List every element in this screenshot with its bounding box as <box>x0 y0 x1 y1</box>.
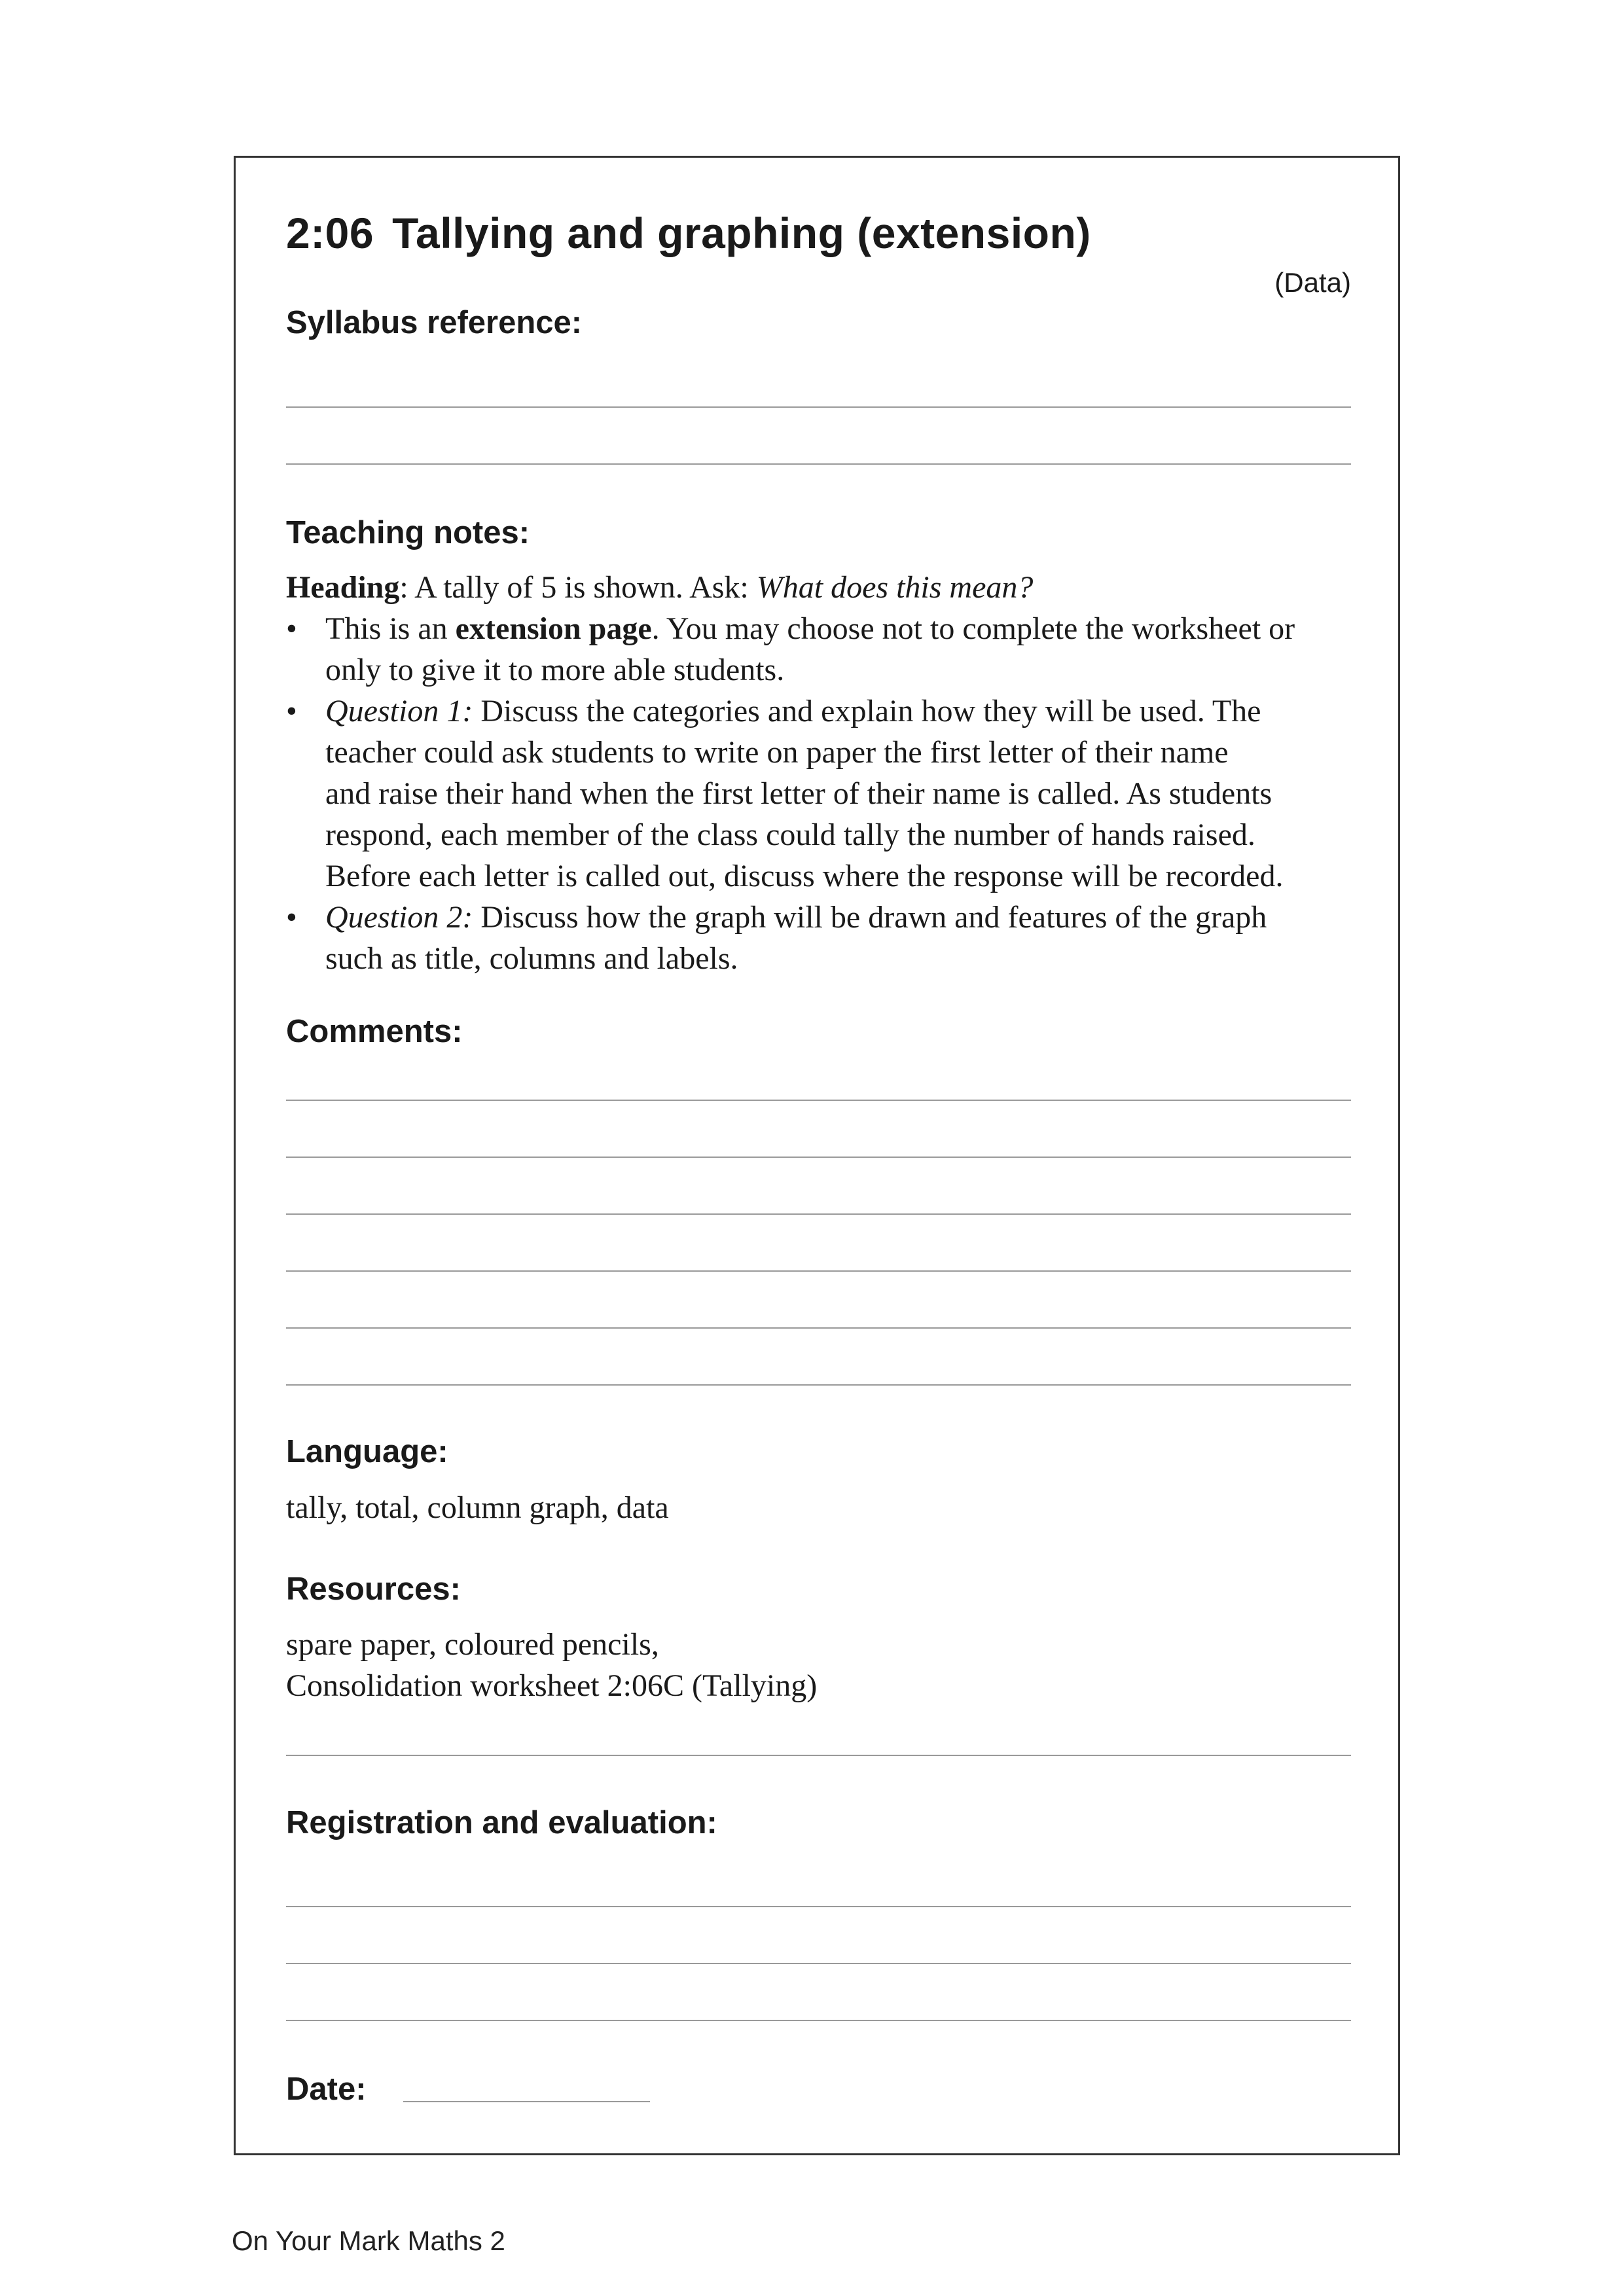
question1-text: Discuss the categories and explain how they will be used. The <box>473 694 1261 728</box>
date-write-line[interactable] <box>403 2101 650 2102</box>
question1-label: Question 1: <box>325 694 473 728</box>
language-text: tally, total, column graph, data <box>286 1490 669 1525</box>
bullet-question1-line-1 <box>286 691 1366 732</box>
bullet-icon: • <box>286 611 297 646</box>
resources-line-2: Consolidation worksheet 2:06C (Tallying) <box>286 1668 818 1703</box>
bullet-extension-post: . You may choose not to complete the worksheet or <box>651 611 1295 646</box>
comments-write-line-2[interactable] <box>286 1157 1351 1158</box>
comments-heading: Comments: <box>286 1014 463 1049</box>
page-title <box>286 208 1091 258</box>
heading-note-question: What does this mean? <box>756 570 1034 605</box>
resources-heading: Resources: <box>286 1571 461 1607</box>
comments-write-line-6[interactable] <box>286 1384 1351 1386</box>
syllabus-write-line-2[interactable] <box>286 463 1351 465</box>
registration-write-line-3[interactable] <box>286 2020 1351 2021</box>
question2-label: Question 2: <box>325 900 473 935</box>
lesson-title: Tallying and graphing (extension) <box>392 209 1091 257</box>
date-label: Date: <box>286 2072 367 2107</box>
syllabus-heading: Syllabus reference: <box>286 305 583 340</box>
teaching-notes-heading: Teaching notes: <box>286 515 530 550</box>
bullet-extension-line-2: only to give it to more able students. <box>325 653 785 687</box>
heading-note-label: Heading <box>286 570 400 605</box>
bullet-question1-line-5: Before each letter is called out, discuss where the response will be recorded. <box>325 859 1284 893</box>
registration-write-line-2[interactable] <box>286 1963 1351 1964</box>
heading-note <box>286 567 1366 608</box>
bullet-question1-line-2: teacher could ask students to write on paper the first letter of their name <box>325 735 1229 770</box>
resources-write-line[interactable] <box>286 1755 1351 1756</box>
bullet-question2-line-2: such as title, columns and labels. <box>325 941 738 976</box>
bullet-icon: • <box>286 900 297 935</box>
strand-label: (Data) <box>1274 267 1351 298</box>
comments-write-line-1[interactable] <box>286 1100 1351 1101</box>
page-border <box>234 156 1400 2155</box>
bullet-extension-line-1 <box>286 608 1366 649</box>
comments-write-line-3[interactable] <box>286 1213 1351 1215</box>
resources-line-1: spare paper, coloured pencils, <box>286 1627 659 1662</box>
bullet-extension-pre: This is an <box>325 611 456 646</box>
language-heading: Language: <box>286 1434 448 1469</box>
comments-write-line-4[interactable] <box>286 1270 1351 1272</box>
comments-write-line-5[interactable] <box>286 1327 1351 1329</box>
question2-text: Discuss how the graph will be drawn and features of the graph <box>473 900 1267 935</box>
lesson-code: 2:06 <box>286 209 374 257</box>
heading-note-text: : A tally of 5 is shown. Ask: <box>399 570 757 605</box>
bullet-extension-bold: extension page <box>455 611 652 646</box>
registration-heading: Registration and evaluation: <box>286 1805 717 1840</box>
bullet-icon: • <box>286 694 297 728</box>
syllabus-write-line-1[interactable] <box>286 406 1351 408</box>
bullet-question1-line-3: and raise their hand when the first letter of their name is called. As students <box>325 776 1272 811</box>
teaching-notes-body <box>286 567 1366 979</box>
registration-write-line-1[interactable] <box>286 1906 1351 1907</box>
page-footer: On Your Mark Maths 2 <box>232 2225 505 2256</box>
bullet-question1-line-4: respond, each member of the class could tally the number of hands raised. <box>325 817 1255 852</box>
bullet-question2-line-1 <box>286 897 1366 938</box>
